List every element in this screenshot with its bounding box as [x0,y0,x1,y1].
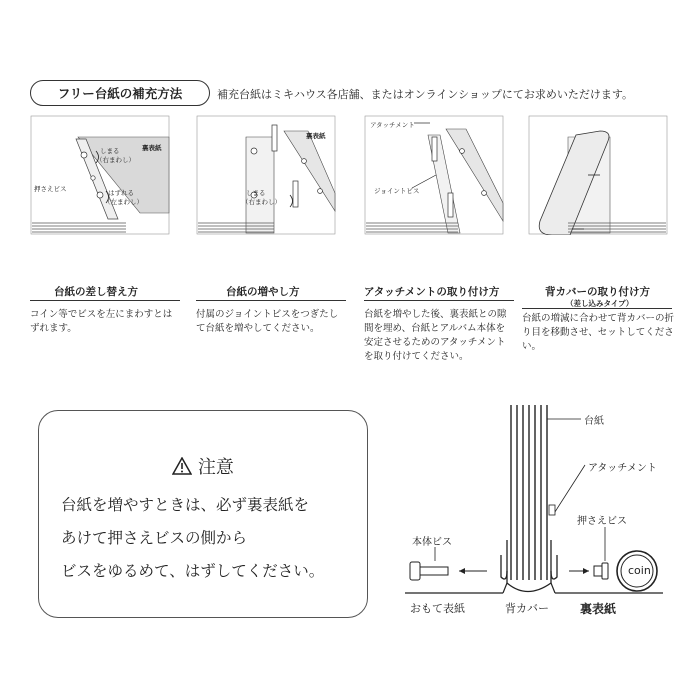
intro-text: 補充台紙はミキハウス各店舗、またはオンラインショップにてお求めいただけます。 [217,88,633,101]
label-attachment: アタッチメント [370,121,415,129]
step1-divider [30,300,180,301]
step2-divider [196,300,346,301]
step2-desc: 付属のジョイントビスをつぎたして台紙を増やしてください。 [196,309,339,334]
warning-icon [172,457,192,475]
panel-attachment-illustration [364,115,504,235]
step1-desc: コイン等でビスを左にまわすとはずれます。 [30,309,173,334]
caution-title: 注意 [197,457,234,478]
label-joint: ジョイントビス [374,187,420,195]
panel-increase-illustration [196,115,336,235]
caution-heading [39,453,367,479]
label-osae: 押さえビス [34,185,67,193]
step4-desc: 台紙の増減に合わせて背カバーの折り目を移動させ、セットしてください。 [522,313,675,352]
label-migi: （右まわし） [96,156,135,164]
step3-divider [364,300,514,301]
section-badge: フリー台紙の補充方法 [30,80,210,106]
caution-line-1: 台紙を増やすときは、必ず裏表紙を [61,496,310,514]
label-se-cover: 背カバー [505,602,549,615]
panel-spine-cover-illustration [528,115,668,235]
label-hidari: （左まわし） [104,198,143,206]
step4-title: 背カバーの取り付け方 [545,286,650,298]
cross-section-diagram [395,395,695,625]
coin-icon: coin [628,564,651,577]
step4-divider [522,308,672,309]
label-hazureru: はずれる [108,189,134,197]
step4-subtitle: （差し込みタイプ） [566,299,634,308]
step3-desc: 台紙を増やした後、裏表紙との隙間を埋め、台紙とアルバム本体を安定させるためのアタッチメントを取り付けてください。 [364,309,507,362]
step2-title: 台紙の増やし方 [226,286,300,298]
label-ura: 裏表紙 [142,144,162,152]
label-shimaru: しまる [100,147,120,155]
label-omote: おもて表紙 [410,602,465,615]
caution-line-3: ビスをゆるめて、はずしてください。 [61,562,325,580]
label-osae-bis: 押さえビス [577,516,627,527]
caution-line-2: あけて押さえビスの側から [61,529,248,547]
caution-box [38,410,368,618]
label-ura: 裏表紙 [306,132,326,140]
label-ura: 裏表紙 [580,602,617,616]
step3-title: アタッチメントの取り付け方 [364,286,500,298]
panel-replace-illustration [30,115,170,235]
label-hontai-bis: 本体ビス [412,537,452,548]
label-shimaru: しまる [246,189,266,197]
step1-title: 台紙の差し替え方 [54,286,138,298]
label-attachment: アタッチメント [588,463,657,474]
label-migi: （右まわし） [242,198,281,206]
label-daishi: 台紙 [584,416,604,427]
